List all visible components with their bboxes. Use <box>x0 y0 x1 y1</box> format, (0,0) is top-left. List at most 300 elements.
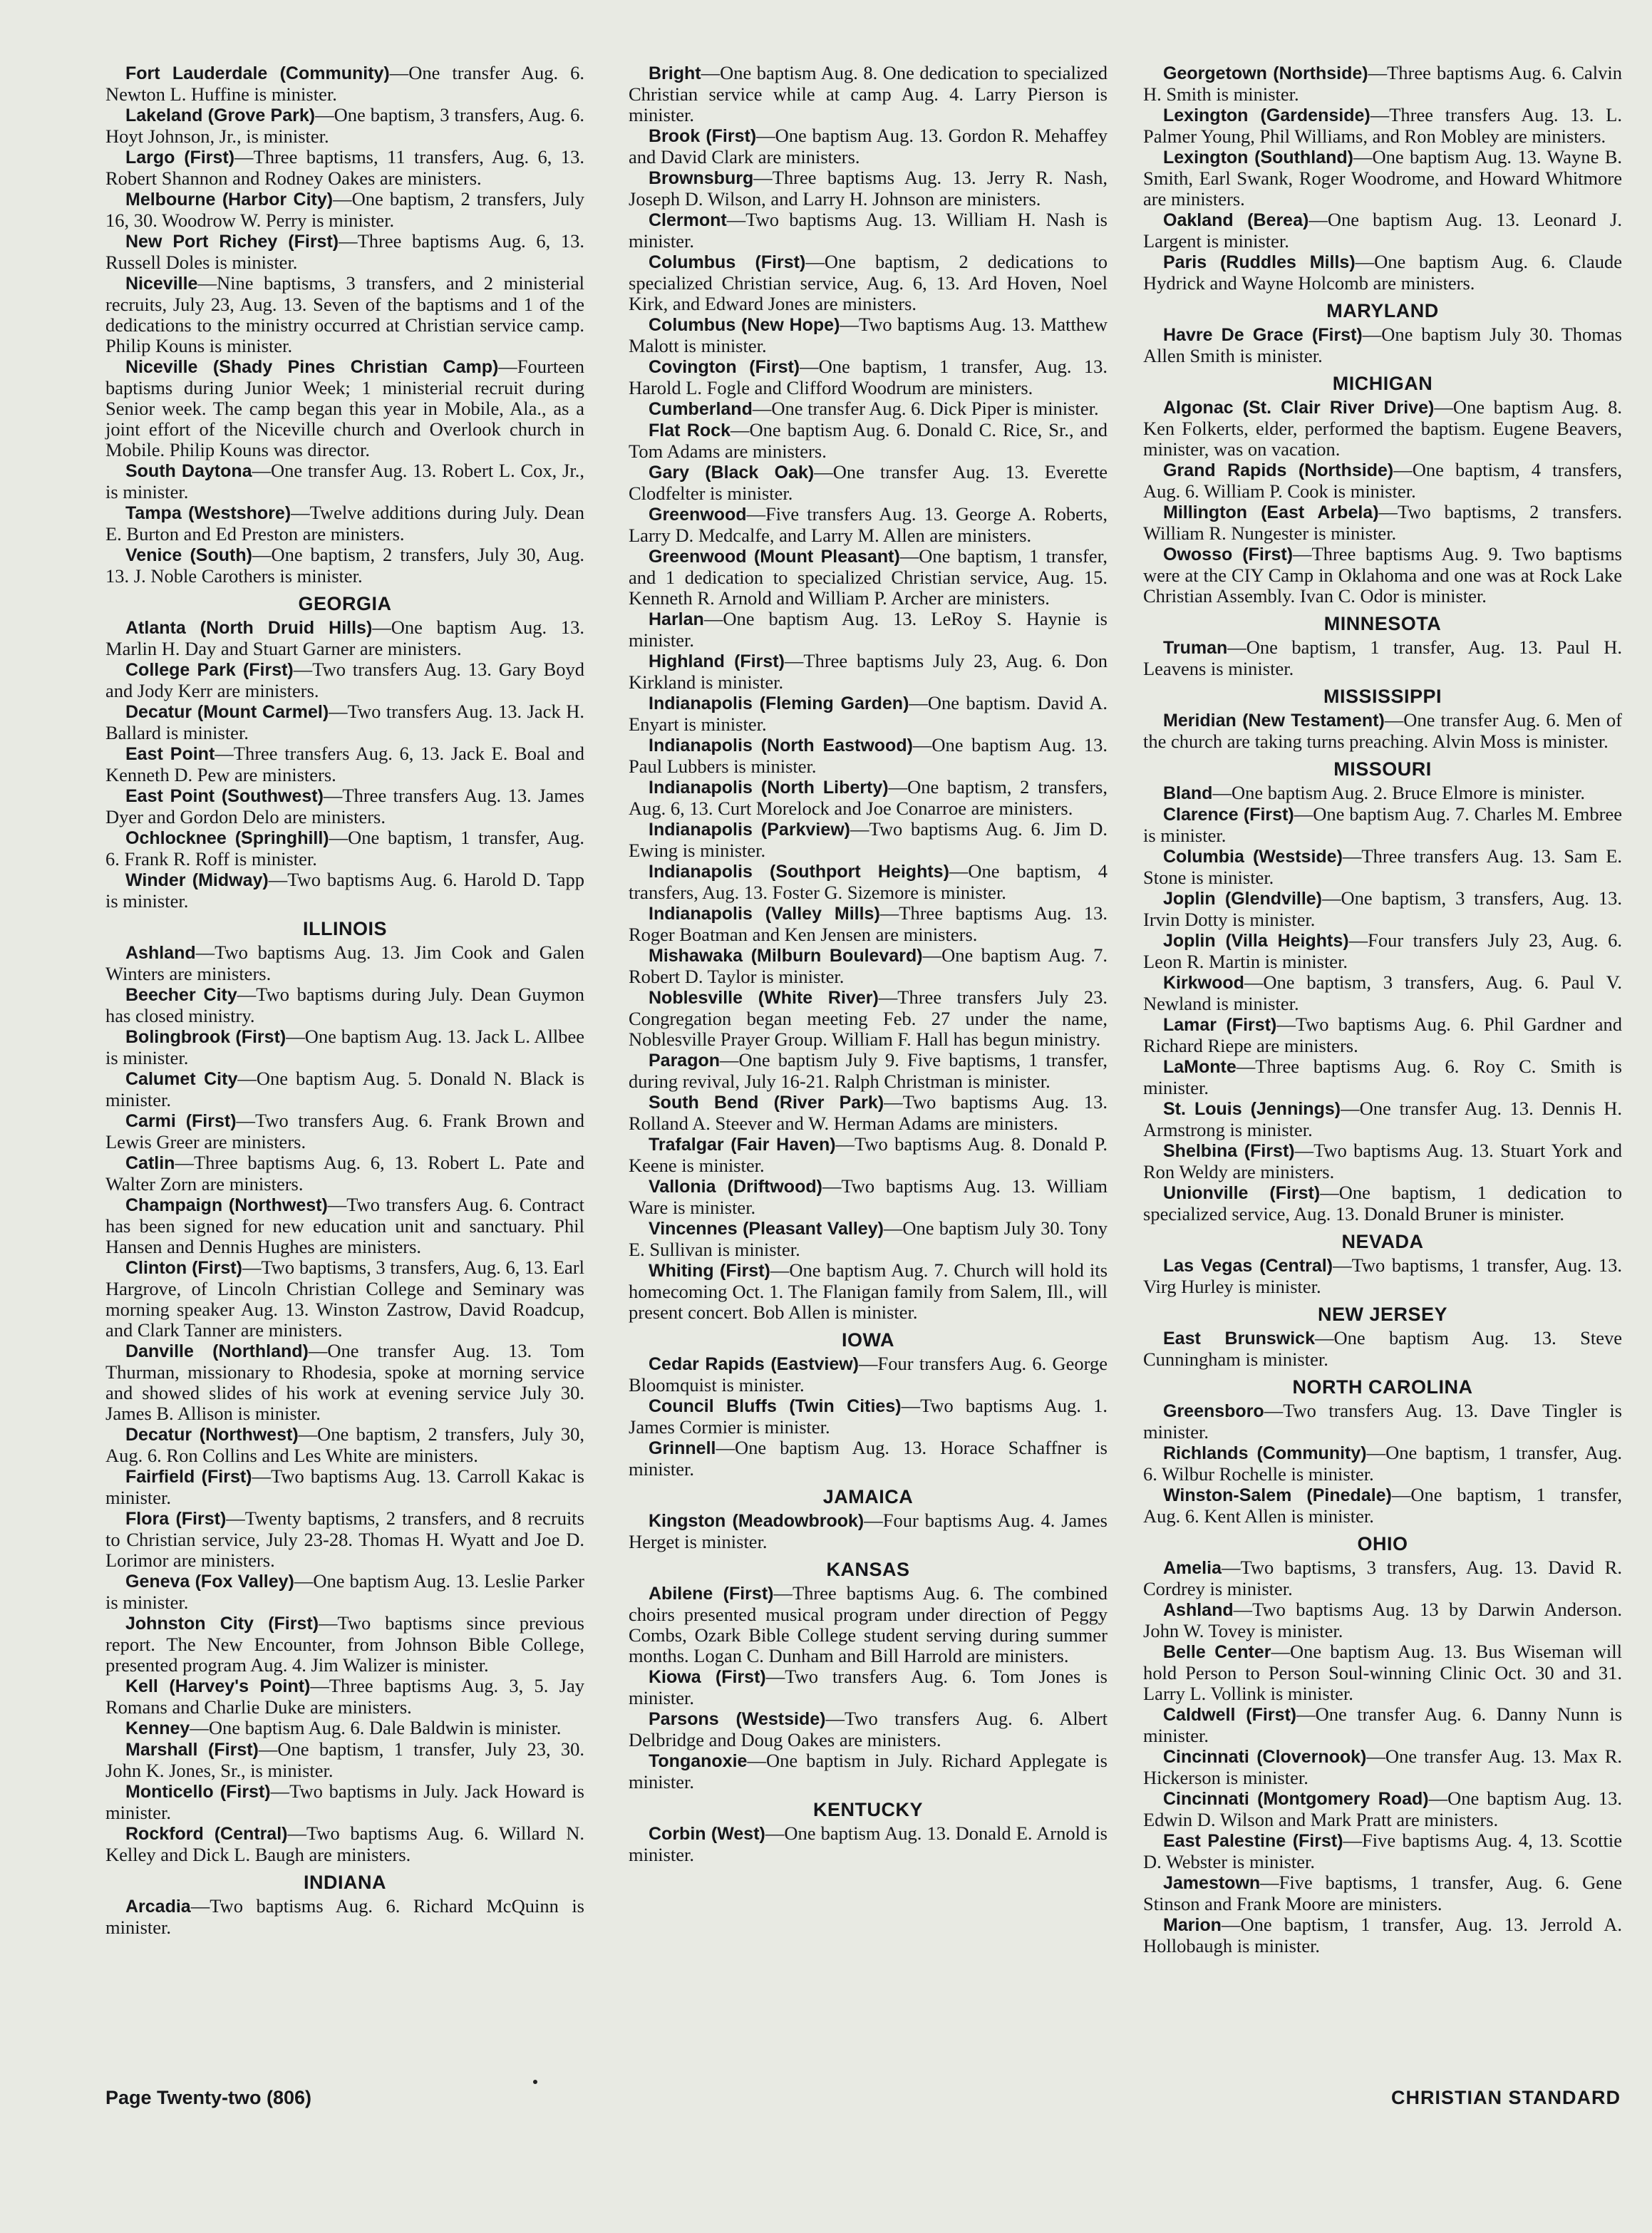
church-report-entry <box>1143 930 1622 972</box>
church-name: Richlands (Community) <box>1163 1443 1367 1463</box>
report-text: —One baptism Aug. 13. Wayne B. Smith, Earl Swank, Roger Woodrome, and Howard Whitmore are ministers. <box>1143 146 1622 210</box>
report-text: —Two transfers Aug. 6. Frank Brown and Lewis Greer are ministers. <box>105 1110 584 1152</box>
church-report-entry <box>1143 1788 1622 1830</box>
church-report-entry <box>1143 502 1622 544</box>
report-text: —Two baptisms Aug. 13. Jim Cook and Galen Winters are ministers. <box>105 942 584 984</box>
report-text: —Five baptisms Aug. 4, 13. Scottie D. Webster is minister. <box>1143 1830 1622 1872</box>
report-text: —One baptism, 3 transfers, Aug. 6. Hoyt Johnson, Jr., is minister. <box>105 104 584 147</box>
church-name: Gary (Black Oak) <box>649 463 815 483</box>
church-name: Clinton (First) <box>125 1258 242 1278</box>
church-report-entry <box>1143 1056 1622 1098</box>
report-text: —Two baptisms since previous report. The New Encounter, from Johnson Bible College, presented program Aug. 4. Jim Walizer is minister. <box>105 1612 584 1676</box>
church-name: Indianapolis (Southport Heights) <box>649 862 949 882</box>
state-heading: KANSAS <box>826 1559 910 1580</box>
report-text: —One baptism Aug. 8. One dedication to specialized Christian service while at camp Aug. 4. Larry Pierson is minister. <box>629 62 1108 125</box>
page-number: Page Twenty-two (806) <box>105 2087 312 2108</box>
church-report-entry <box>629 546 1108 609</box>
church-name: Parsons (Westside) <box>649 1709 826 1729</box>
report-text: —Two baptisms Aug. 13. William H. Nash is minister. <box>629 209 1108 252</box>
report-text: —One baptism Aug. 6. Donald C. Rice, Sr., and Tom Adams are ministers. <box>629 419 1108 462</box>
church-name: South Bend (River Park) <box>649 1093 884 1113</box>
church-report-entry <box>1143 1443 1622 1485</box>
church-name: South Daytona <box>125 461 252 481</box>
church-name: Bland <box>1163 783 1213 803</box>
report-text: —One baptism, 1 transfer, July 23, 30. John K. Jones, Sr., is minister. <box>105 1738 584 1781</box>
report-text: —Five baptisms, 1 transfer, Aug. 6. Gene Stinson and Frank Moore are ministers. <box>1143 1872 1622 1914</box>
report-text: —Two baptisms Aug. 13 by Darwin Anderson. John W. Tovey is minister. <box>1143 1599 1622 1641</box>
report-text: —Three baptisms Aug. 6. Calvin H. Smith is minister. <box>1143 62 1622 105</box>
state-heading: MISSOURI <box>1333 758 1432 780</box>
church-name: Caldwell (First) <box>1163 1705 1297 1725</box>
church-name: Niceville (Shady Pines Christian Camp) <box>125 357 499 377</box>
church-report-entry <box>105 701 584 743</box>
report-text: —Twelve additions during July. Dean E. Burton and Ed Preston are ministers. <box>105 502 584 545</box>
church-name: Cincinnati (Clovernook) <box>1163 1747 1367 1767</box>
church-report-entry <box>629 1353 1108 1396</box>
church-report-entry <box>629 504 1108 546</box>
church-report-entry <box>105 1466 584 1508</box>
church-report-entry <box>629 420 1108 462</box>
church-name: Champaign (Northwest) <box>125 1195 328 1215</box>
church-name: Brook (First) <box>649 126 757 146</box>
church-report-entry <box>105 1718 584 1739</box>
church-name: Columbus (First) <box>649 252 806 272</box>
church-report-entry <box>629 63 1108 125</box>
report-text: —Three baptisms Aug. 6. The combined choirs presented musical program under direction of Peggy Combs, Ozark Bible College student serving during summer months. Logan C. Dunham and Bill Harrold are ministers. <box>629 1582 1108 1666</box>
church-report-entry <box>629 1583 1108 1666</box>
church-report-entry <box>629 252 1108 314</box>
church-name: Paris (Ruddles Mills) <box>1163 252 1356 272</box>
church-name: Kirkwood <box>1163 973 1244 993</box>
church-report-entry <box>1143 1328 1622 1370</box>
church-report-entry <box>105 231 584 273</box>
report-text: —Two baptisms, 2 transfers. William R. Nungester is minister. <box>1143 501 1623 544</box>
church-report-entry <box>105 1823 584 1865</box>
church-report-entry <box>105 942 584 984</box>
state-heading: NEW JERSEY <box>1317 1304 1448 1325</box>
report-text: —Three baptisms, 11 transfers, Aug. 6, 13. Robert Shannon and Rodney Oakes are ministers. <box>105 146 584 189</box>
church-name: New Port Richey (First) <box>125 232 339 252</box>
church-name: Niceville <box>125 274 198 294</box>
church-name: Oakland (Berea) <box>1163 210 1309 230</box>
report-text: —Two baptisms in July. Jack Howard is minister. <box>105 1780 584 1823</box>
church-name: Tonganoxie <box>649 1751 748 1771</box>
report-text: —One transfer Aug. 6. Danny Nunn is minister. <box>1143 1703 1623 1746</box>
report-text: —One baptism, 1 transfer, Aug. 6. Kent Allen is minister. <box>1143 1484 1622 1527</box>
church-report-entry <box>629 819 1108 861</box>
report-text: —Three baptisms Aug. 13. Jerry R. Nash, Joseph D. Wilson, and Larry H. Johnson are ministers. <box>629 167 1108 210</box>
church-report-entry <box>105 460 584 502</box>
church-name: Largo (First) <box>125 148 235 167</box>
report-text: —One baptism, 2 transfers, July 16, 30. Woodrow W. Perry is minister. <box>105 188 584 231</box>
church-name: Rockford (Central) <box>125 1824 288 1844</box>
report-text: —One baptism, 4 transfers, Aug. 6. William P. Cook is minister. <box>1143 459 1622 502</box>
church-name: Millington (East Arbela) <box>1163 502 1379 522</box>
report-text: —Two baptisms Aug. 13. Matthew Malott is minister. <box>629 314 1108 356</box>
church-name: Meridian (New Testament) <box>1163 711 1385 731</box>
church-report-entry <box>1143 1557 1622 1599</box>
church-report-entry <box>629 210 1108 252</box>
church-name: Kiowa (First) <box>649 1667 766 1687</box>
church-name: Greenwood (Mount Pleasant) <box>649 547 900 567</box>
church-name: Flora (First) <box>125 1509 227 1529</box>
church-report-entry <box>629 1092 1108 1134</box>
report-text: —One baptism, 3 transfers, Aug. 13. Irvin Dotty is minister. <box>1143 887 1622 930</box>
report-text: —One transfer Aug. 13. Everette Clodfelter is minister. <box>629 461 1108 504</box>
report-text: —One baptism Aug. 7. Church will hold its homecoming Oct. 1. The Flanigan family from Salem, Ill., will present concert. Bob Allen is minister. <box>629 1259 1108 1323</box>
church-name: Brownsburg <box>649 168 754 188</box>
church-report-entry <box>629 1708 1108 1750</box>
church-report-entry <box>105 617 584 659</box>
report-text: —One baptism Aug. 13. Leslie Parker is minister. <box>105 1570 585 1613</box>
church-name: Noblesville (White River) <box>649 988 879 1008</box>
report-text: —Two transfers Aug. 6. Contract has been signed for new education unit and sanctuary. Phil Hansen and Dennis Hughes are ministers. <box>105 1194 584 1257</box>
report-text: —One transfer Aug. 6. Dick Piper is minister. <box>752 398 1099 419</box>
church-name: Danville (Northland) <box>125 1341 309 1361</box>
state-heading: OHIO <box>1357 1533 1408 1554</box>
church-report-entry <box>629 1666 1108 1708</box>
church-name: Decatur (Mount Carmel) <box>125 702 329 722</box>
church-report-entry <box>629 903 1108 945</box>
church-name: Calumet City <box>125 1069 238 1089</box>
report-text: —One baptism July 30. Tony E. Sullivan is minister. <box>629 1217 1108 1260</box>
church-name: Ashland <box>1163 1600 1234 1620</box>
church-name: Geneva (Fox Valley) <box>125 1572 294 1592</box>
report-text: —Two transfers Aug. 13. Dave Tingler is minister. <box>1143 1400 1622 1443</box>
church-report-entry <box>105 1896 584 1938</box>
church-report-entry <box>629 945 1108 987</box>
church-name: East Brunswick <box>1163 1329 1315 1348</box>
church-name: Kenney <box>125 1718 190 1738</box>
church-report-entry <box>105 273 584 356</box>
report-text: —One baptism, 1 transfer, Aug. 13. Jerrold A. Hollobaugh is minister. <box>1143 1914 1622 1956</box>
state-heading: IOWA <box>842 1329 894 1351</box>
church-name: Beecher City <box>125 985 237 1005</box>
report-text: —One baptism in July. Richard Applegate is minister. <box>629 1750 1108 1793</box>
report-text: —Two baptisms Aug. 6. Phil Gardner and Richard Riepe are ministers. <box>1143 1014 1622 1056</box>
report-text: —Three transfers July 23. Congregation began meeting Feb. 27 under the name, Noblesville Prayer Group. William F. Hall has begun ministry. <box>629 986 1108 1050</box>
publication-title: CHRISTIAN STANDARD <box>1391 2087 1621 2108</box>
report-text: —Twenty baptisms, 2 transfers, and 8 recruits to Christian service, July 23-28. Thomas H. Wyatt and Joe D. Lorimor are ministers. <box>105 1507 584 1571</box>
report-text: —Four transfers Aug. 6. George Bloomquist is minister. <box>629 1353 1108 1396</box>
church-name: Indianapolis (Valley Mills) <box>649 904 880 924</box>
church-name: Cincinnati (Montgomery Road) <box>1163 1789 1429 1809</box>
church-report-entry <box>105 189 584 231</box>
church-name: Clermont <box>649 210 727 230</box>
church-name: Havre De Grace (First) <box>1163 325 1363 345</box>
report-text: —Two baptisms Aug. 6. Willard N. Kelley and Dick L. Baugh are ministers. <box>105 1822 584 1865</box>
church-report-entry <box>105 659 584 701</box>
church-report-entry <box>1143 210 1622 252</box>
church-name: LaMonte <box>1163 1057 1237 1077</box>
church-report-entry <box>629 735 1108 777</box>
church-report-entry <box>629 1176 1108 1218</box>
report-text: —One transfer Aug. 13. Dennis H. Armstrong is minister. <box>1143 1098 1622 1140</box>
church-report-entry <box>1143 1914 1622 1956</box>
church-report-entry <box>1143 1830 1622 1872</box>
church-name: Mishawaka (Milburn Boulevard) <box>649 946 923 966</box>
report-text: —Two baptisms Aug. 13. Rolland A. Steever and W. Herman Adams are ministers. <box>629 1091 1108 1134</box>
church-name: Cumberland <box>649 399 753 419</box>
church-report-entry <box>1143 460 1622 502</box>
state-heading: INDIANA <box>304 1872 386 1893</box>
church-name: Arcadia <box>125 1897 191 1917</box>
church-name: Las Vegas (Central) <box>1163 1256 1333 1276</box>
report-text: —One baptism, 1 transfer, Aug. 13. Paul H. Leavens is minister. <box>1143 636 1622 679</box>
church-name: East Point <box>125 744 215 764</box>
church-name: Melbourne (Harbor City) <box>125 190 334 210</box>
church-report-entry <box>1143 1401 1622 1443</box>
report-text: —Two baptisms Aug. 8. Donald P. Keene is minister. <box>629 1133 1108 1176</box>
church-report-entry <box>105 1571 584 1613</box>
church-name: Decatur (Northwest) <box>125 1425 299 1445</box>
church-name: Joplin (Villa Heights) <box>1163 931 1349 951</box>
report-text: —One baptism, 2 dedications to specialized Christian service, Aug. 6, 13. Ard Hoven, Noel Kirk, and Edward Jones are ministers. <box>629 251 1108 314</box>
report-text: —One transfer Aug. 13. Tom Thurman, missionary to Rhodesia, spoke at morning service and showed slides of his work at evening service July 30. James B. Allison is minister. <box>105 1340 585 1424</box>
church-report-entry <box>1143 637 1622 679</box>
church-name: Johnston City (First) <box>125 1614 319 1634</box>
church-report-entry <box>629 125 1108 167</box>
report-text: —Two baptisms Aug. 6. Harold D. Tapp is minister. <box>105 869 584 912</box>
report-text: —Five transfers Aug. 13. George A. Roberts, Larry D. Medcalfe, and Larry M. Allen are ministers. <box>629 503 1108 546</box>
report-text: —Nine baptisms, 3 transfers, and 2 ministerial recruits, July 23, Aug. 13. Seven of the baptisms and 1 of the dedications to the ministry occurred at Christian service camp. Philip Kouns is minister. <box>105 272 584 356</box>
church-report-entry <box>1143 324 1622 366</box>
church-report-entry <box>1143 804 1622 846</box>
church-report-entry <box>1143 888 1622 930</box>
report-text: —Three baptisms Aug. 13. Roger Boatman and Ken Jensen are ministers. <box>629 902 1108 945</box>
church-name: Venice (South) <box>125 545 252 565</box>
church-name: Harlan <box>649 609 704 629</box>
church-name: Flat Rock <box>649 421 731 440</box>
church-report-entry <box>629 1823 1108 1865</box>
church-name: Truman <box>1163 638 1228 658</box>
church-name: Tampa (Westshore) <box>125 503 291 523</box>
church-report-entry <box>1143 544 1622 607</box>
church-report-entry <box>629 777 1108 819</box>
church-name: Vincennes (Pleasant Valley) <box>649 1219 884 1239</box>
report-text: —One baptism, 1 transfer, Aug. 13. Harold L. Fogle and Clifford Woodrum are ministers. <box>629 356 1108 398</box>
state-heading: NORTH CAROLINA <box>1292 1376 1473 1398</box>
report-text: —One baptism Aug. 5. Donald N. Black is minister. <box>105 1068 585 1110</box>
church-report-entry <box>105 1739 584 1781</box>
report-text: —One transfer Aug. 6. Men of the church are taking turns preaching. Alvin Moss is minister. <box>1143 709 1622 752</box>
church-report-entry <box>105 545 584 587</box>
church-name: Carmi (First) <box>125 1111 237 1131</box>
church-report-entry <box>629 1218 1108 1260</box>
church-name: Marion <box>1163 1915 1222 1935</box>
report-text: —Two transfers Aug. 13. Gary Boyd and Jody Kerr are ministers. <box>105 659 584 701</box>
church-name: Lakeland (Grove Park) <box>125 105 316 125</box>
church-report-entry <box>105 785 584 827</box>
report-text: —One transfer Aug. 13. Max R. Hickerson is minister. <box>1143 1745 1622 1788</box>
church-report-entry <box>629 987 1108 1050</box>
report-text: —Four baptisms Aug. 4. James Herget is minister. <box>629 1510 1108 1552</box>
church-name: Winder (Midway) <box>125 870 269 890</box>
church-name: St. Louis (Jennings) <box>1163 1099 1341 1119</box>
church-report-entry <box>105 743 584 785</box>
report-text: —Two transfers Aug. 13. Jack H. Ballard is minister. <box>105 701 584 743</box>
church-report-entry <box>105 1110 584 1152</box>
church-name: Ashland <box>125 943 196 963</box>
report-text: —One transfer Aug. 13. Robert L. Cox, Jr., is minister. <box>105 460 584 502</box>
church-report-entry <box>629 167 1108 210</box>
church-name: Lexington (Gardenside) <box>1163 105 1370 125</box>
church-report-entry <box>1143 1704 1622 1746</box>
church-report-entry <box>629 1438 1108 1480</box>
report-text: —Two baptisms, 3 transfers, Aug. 13. David R. Cordrey is minister. <box>1143 1557 1622 1599</box>
report-text: —Two baptisms, 3 transfers, Aug. 6, 13. Earl Hargrove, of Lincoln Christian College and Seminary was morning speaker Aug. 13. Winston Zastrow, David Roadcup, and Clark Tanner are ministers. <box>105 1257 584 1341</box>
report-text: —One transfer Aug. 6. Newton L. Huffine is minister. <box>105 62 585 105</box>
church-report-entry <box>1143 1098 1622 1140</box>
church-name: Marshall (First) <box>125 1740 259 1760</box>
church-report-entry <box>105 1781 584 1823</box>
church-name: Lamar (First) <box>1163 1015 1277 1035</box>
church-name: Columbia (Westside) <box>1163 847 1343 867</box>
church-name: Algonac (St. Clair River Drive) <box>1163 398 1435 418</box>
church-report-entry <box>105 870 584 912</box>
church-name: Bolingbrook (First) <box>125 1027 286 1047</box>
church-report-entry <box>629 1050 1108 1092</box>
church-report-entry <box>629 398 1108 420</box>
church-report-entry <box>629 1134 1108 1176</box>
church-name: Fairfield (First) <box>125 1467 252 1487</box>
church-name: Belle Center <box>1163 1642 1271 1662</box>
report-text: —One baptism Aug. 13. Edwin D. Wilson and Mark Pratt are ministers. <box>1143 1788 1622 1830</box>
report-text: —Two baptisms Aug. 6. Jim D. Ewing is minister. <box>629 818 1108 861</box>
church-name: Indianapolis (Parkview) <box>649 820 850 840</box>
church-report-entry <box>105 147 584 189</box>
church-name: Jamestown <box>1163 1873 1261 1893</box>
church-report-entry <box>629 609 1108 651</box>
church-name: Indianapolis (North Eastwood) <box>649 736 913 755</box>
report-text: —One baptism July 9. Five baptisms, 1 transfer, during revival, July 16-21. Ralph Christman is minister. <box>629 1049 1108 1092</box>
church-name: Covington (First) <box>649 357 800 377</box>
church-report-entry <box>105 984 584 1026</box>
report-text: —One baptism Aug. 13. Paul Lubbers is minister. <box>629 734 1108 777</box>
report-text: —One baptism, 2 transfers, July 30, Aug. 6. Ron Collins and Les White are ministers. <box>105 1423 584 1466</box>
church-report-entry <box>629 693 1108 735</box>
report-text: —Two baptisms Aug. 13. Stuart York and Ron Weldy are ministers. <box>1143 1140 1622 1182</box>
church-name: Clarence (First) <box>1163 805 1294 825</box>
report-text: —One baptism, 1 transfer, Aug. 6. Wilbur Rochelle is minister. <box>1143 1442 1622 1485</box>
church-name: Shelbina (First) <box>1163 1141 1295 1161</box>
report-text: —One baptism Aug. 13. Horace Schaffner is minister. <box>629 1437 1108 1480</box>
church-report-entry <box>105 1508 584 1571</box>
ink-dot <box>533 2080 537 2084</box>
church-name: Fort Lauderdale (Community) <box>125 63 390 83</box>
church-name: Indianapolis (Fleming Garden) <box>649 693 909 713</box>
report-text: —One baptism, 1 transfer, Aug. 6. Frank R. Roff is minister. <box>105 827 585 870</box>
church-report-entry <box>1143 147 1622 210</box>
report-text: —Two baptisms Aug. 13. William Ware is minister. <box>629 1175 1108 1218</box>
church-name: Highland (First) <box>649 651 785 671</box>
report-text: —One baptism, 1 dedication to specialized service, Aug. 13. Donald Bruner is minister. <box>1143 1182 1622 1224</box>
church-name: Joplin (Glendville) <box>1163 889 1323 909</box>
church-report-entry <box>1143 1872 1622 1914</box>
church-name: Bright <box>649 63 701 83</box>
state-heading: ILLINOIS <box>303 918 387 939</box>
church-report-entry <box>105 63 584 105</box>
church-name: Amelia <box>1163 1558 1222 1578</box>
church-report-entry <box>629 1396 1108 1438</box>
column-2 <box>629 63 1108 1865</box>
report-text: —Three transfers Aug. 6, 13. Jack E. Boal and Kenneth D. Pew are ministers. <box>105 743 584 785</box>
church-report-entry <box>105 1341 584 1424</box>
report-text: —Three baptisms Aug. 6, 13. Robert L. Pate and Walter Zorn are ministers. <box>105 1152 584 1195</box>
report-text: —Four transfers July 23, Aug. 6. Leon R. Martin is minister. <box>1143 929 1622 972</box>
church-name: Paragon <box>649 1051 721 1071</box>
report-text: —One baptism Aug. 13. Donald E. Arnold is minister. <box>629 1822 1108 1865</box>
church-report-entry <box>105 1257 584 1341</box>
church-report-entry <box>105 1068 584 1110</box>
church-name: Columbus (New Hope) <box>649 315 840 335</box>
church-name: Corbin (West) <box>649 1824 765 1844</box>
church-report-entry <box>1143 1599 1622 1641</box>
state-heading: JAMAICA <box>822 1486 914 1507</box>
report-text: —One baptism, 2 transfers, Aug. 6, 13. Curt Morelock and Joe Conarroe are ministers. <box>629 776 1108 819</box>
church-report-entry <box>1143 105 1622 147</box>
church-name: Greenwood <box>649 505 747 525</box>
report-text: —One baptism. David A. Enyart is minister. <box>629 692 1108 735</box>
church-report-entry <box>629 1510 1108 1552</box>
church-report-entry <box>105 502 584 545</box>
church-name: Georgetown (Northside) <box>1163 63 1368 83</box>
report-text: —Two transfers Aug. 6. Albert Delbridge and Doug Oakes are ministers. <box>629 1708 1108 1750</box>
church-report-entry <box>1143 846 1622 888</box>
report-text: —One baptism Aug. 13. LeRoy S. Haynie is minister. <box>629 608 1108 651</box>
state-heading: MINNESOTA <box>1323 613 1442 634</box>
report-text: —Two baptisms, 1 transfer, Aug. 13. Virg Hurley is minister. <box>1143 1254 1622 1297</box>
report-text: —One baptism Aug. 13. Leonard J. Largent is minister. <box>1143 209 1622 252</box>
church-name: Cedar Rapids (Eastview) <box>649 1354 859 1374</box>
church-name: Owosso (First) <box>1163 545 1294 564</box>
report-text: —Three baptisms July 23, Aug. 6. Don Kirkland is minister. <box>629 650 1108 693</box>
church-name: Trafalgar (Fair Haven) <box>649 1135 836 1155</box>
church-report-entry <box>1143 1140 1622 1182</box>
church-name: Grand Rapids (Northside) <box>1163 460 1394 480</box>
church-name: Grinnell <box>649 1438 716 1458</box>
report-text: —Three baptisms Aug. 6. Roy C. Smith is minister. <box>1143 1056 1622 1098</box>
state-heading: MARYLAND <box>1326 300 1439 321</box>
church-name: Indianapolis (North Liberty) <box>649 778 889 798</box>
state-heading: MISSISSIPPI <box>1323 686 1442 707</box>
report-text: —One baptism, 4 transfers, Aug. 13. Foster G. Sizemore is minister. <box>629 860 1108 903</box>
church-name: East Palestine (First) <box>1163 1831 1343 1851</box>
report-text: —Three transfers Aug. 13. Sam E. Stone is minister. <box>1143 845 1623 888</box>
church-report-entry <box>1143 783 1622 804</box>
church-report-entry <box>105 1195 584 1257</box>
church-report-entry <box>1143 397 1622 460</box>
report-text: —One baptism Aug. 13. Steve Cunningham is minister. <box>1143 1327 1622 1370</box>
church-name: East Point (Southwest) <box>125 786 324 806</box>
church-report-entry <box>1143 1746 1622 1788</box>
report-text: —Three baptisms Aug. 6, 13. Russell Doles is minister. <box>105 230 584 273</box>
column-1 <box>105 63 584 1938</box>
church-report-entry <box>1143 710 1622 752</box>
church-name: Kell (Harvey's Point) <box>125 1676 311 1696</box>
report-text: —One baptism Aug. 6. Claude Hydrick and Wayne Holcomb are ministers. <box>1143 251 1622 294</box>
report-text: —One baptism, 3 transfers, Aug. 6. Paul V. Newland is minister. <box>1143 971 1622 1014</box>
report-text: —Two transfers Aug. 6. Tom Jones is minister. <box>629 1666 1108 1708</box>
report-text: —Two baptisms Aug. 1. James Cormier is minister. <box>629 1395 1108 1438</box>
church-name: Winston-Salem (Pinedale) <box>1163 1485 1392 1505</box>
state-heading: NEVADA <box>1341 1231 1424 1252</box>
church-name: Atlanta (North Druid Hills) <box>125 618 373 638</box>
report-text: —One baptism Aug. 13. Gordon R. Mehaffey and David Clark are ministers. <box>629 125 1108 167</box>
church-report-entry <box>629 861 1108 903</box>
church-name: Lexington (Southland) <box>1163 148 1353 167</box>
church-report-entry <box>1143 63 1622 105</box>
